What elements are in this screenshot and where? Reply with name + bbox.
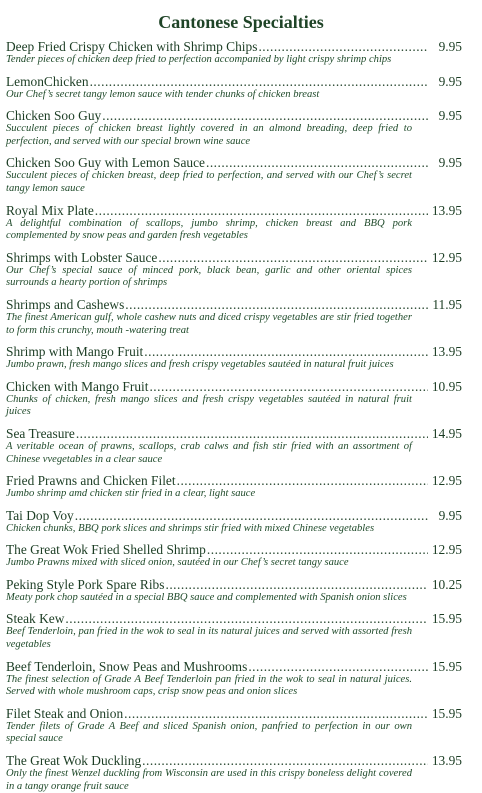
dot-leader (6, 425, 428, 442)
menu-item-description: Jumbo shrimp amd chicken stir fried in a clear, light sauce (6, 488, 256, 500)
menu-item-name-row (6, 154, 476, 171)
menu-item-price: 13.95 (431, 344, 462, 360)
menu-item-description: Tender filets of Grade A Beef and sliced Spanish onion, panfried to perfection in our own special sauce (6, 720, 412, 745)
menu-item-description: Meaty pork chop sautéed in a special BBQ sauce and complemented with Spanish onion slices (6, 591, 407, 603)
menu-item-price: 12.95 (431, 249, 462, 265)
menu-item (6, 576, 476, 605)
menu-item-name: Royal Mix Plate (6, 202, 94, 218)
menu-item-name: Chicken Soo Guy with Lemon Sauce (6, 155, 205, 171)
menu-item-name: The Great Wok Fried Shelled Shrimp (6, 542, 206, 558)
menu-item-price: 15.95 (431, 658, 462, 674)
dot-leader (6, 541, 428, 558)
dot-leader (6, 154, 428, 171)
menu-item-name: Deep Fried Crispy Chicken with Shrimp Chips (6, 39, 258, 54)
menu-item-description: The finest American gulf, whole cashew nuts and diced crispy vegetables are stir fried together to form this crunchy, mouth -watering treat (6, 311, 412, 336)
menu-item (6, 249, 476, 290)
menu-item-description: The finest selection of Grade A Beef Tenderloin pan fried in the wok to seal in natural juices. Served with whole mushroom caps, crisp snow peas and onion slices (6, 673, 412, 698)
menu-item-name: Steak Kew (6, 611, 65, 627)
menu-item-name-row (6, 507, 476, 524)
menu-item-description: Succulent pieces of chicken breast lightly covered in an almond breading, deep fried to perfection, and served with our special brown wine sauce (6, 123, 412, 147)
dot-leader (6, 576, 428, 593)
menu-item-description: Only the finest Wenzel duckling from Wisconsin are used in this crispy boneless delight covered in a tangy orange fruit sauce (6, 768, 412, 792)
menu-item-name: Tai Dop Voy (6, 507, 74, 523)
menu-item (6, 107, 476, 148)
menu-item-description: Beef Tenderloin, pan fried in the wok to seal in its natural juices and served with assorted fresh vegetables (6, 626, 412, 651)
menu-item (6, 202, 476, 243)
menu-item (6, 472, 476, 501)
menu-item-name-row (6, 576, 476, 593)
menu-item-price: 13.95 (431, 202, 462, 218)
menu-item-name-row (6, 202, 476, 219)
dot-leader (6, 752, 428, 769)
menu-item-name: Shrimp with Mango Fruit (6, 344, 144, 360)
menu-item-name-row (6, 296, 476, 313)
menu-item-name: Chicken with Mango Fruit (6, 378, 149, 394)
menu-item-name-row (6, 38, 476, 55)
menu-item (6, 541, 476, 570)
dot-leader (6, 610, 428, 627)
menu-item-name-row (6, 658, 476, 675)
dot-leader (6, 38, 428, 55)
menu-item (6, 378, 476, 419)
menu-item-price: 9.95 (438, 73, 462, 89)
menu-item-description: Jumbo prawn, fresh mango slices and fresh crispy vegetables sautéed in natural fruit juices (6, 359, 394, 371)
menu-item-name: Filet Steak and Onion (6, 705, 124, 721)
menu-item-name-row (6, 249, 476, 266)
menu-item (6, 73, 476, 102)
menu-item-description: Tender pieces of chicken deep fried to perfection accompanied by light crispy shrimp chips (6, 54, 392, 65)
menu-item-price: 9.95 (438, 39, 462, 54)
menu-item (6, 507, 476, 536)
menu-item-name-row (6, 541, 476, 558)
menu-item-price: 14.95 (431, 425, 462, 441)
dot-leader (6, 249, 428, 266)
menu-item-name: LemonChicken (6, 73, 89, 89)
menu-item-price: 9.95 (438, 507, 462, 523)
menu-item-price: 9.95 (438, 108, 462, 124)
menu-item (6, 752, 476, 793)
menu-item-name-row (6, 705, 476, 722)
menu-item-description: Succulent pieces of chicken breast, deep fried to perfection, and served with our Chef’s secret tangy lemon sauce (6, 170, 412, 194)
dot-leader (6, 705, 428, 722)
menu-item-price: 15.95 (431, 611, 462, 627)
dot-leader (6, 343, 428, 360)
menu-item-name: Peking Style Pork Spare Ribs (6, 576, 165, 592)
menu-item-price: 11.95 (432, 296, 462, 312)
menu-item-description: Our Chef’s special sauce of minced pork, black bean, garlic and other oriental spices surrounds a hearty portion of shrimps (6, 264, 412, 289)
menu-item-price: 15.95 (431, 705, 462, 721)
menu-item-price: 13.95 (431, 753, 462, 769)
menu-item (6, 343, 476, 372)
menu-item-name-row (6, 378, 476, 395)
menu-item (6, 296, 476, 337)
menu-item (6, 705, 476, 746)
menu-items-list (6, 38, 476, 793)
dot-leader (6, 296, 428, 313)
menu-item-description: Jumbo Prawns mixed with sliced onion, sautéed in our Chef’s secret tangy sauce (6, 557, 349, 569)
dot-leader (6, 202, 428, 219)
menu-item (6, 38, 476, 67)
menu-item-name: Beef Tenderloin, Snow Peas and Mushrooms (6, 658, 248, 674)
menu-item-price: 9.95 (438, 155, 462, 171)
menu-item (6, 610, 476, 651)
dot-leader (6, 73, 428, 90)
dot-leader (6, 107, 428, 124)
dot-leader (6, 507, 428, 524)
menu-item (6, 658, 476, 699)
dot-leader (6, 658, 428, 675)
menu-item-name: The Great Wok Duckling (6, 753, 142, 769)
menu-item-description: Chunks of chicken, fresh mango slices and fresh crispy vegetables sautéed in natural fruit juices (6, 393, 412, 418)
menu-item (6, 425, 476, 466)
dot-leader (6, 472, 428, 489)
menu-item-name-row (6, 107, 476, 124)
menu-item-description: Chicken chunks, BBQ pork slices and shrimps stir fried with mixed Chinese vegetables (6, 522, 375, 534)
menu-item-name: Shrimps and Cashews (6, 296, 125, 312)
menu-section-title: Cantonese Specialties (158, 12, 324, 32)
menu-item (6, 154, 476, 195)
menu-item-name-row (6, 610, 476, 627)
menu-item-name: Chicken Soo Guy (6, 108, 102, 124)
dot-leader (6, 378, 428, 395)
menu-item-name: Sea Treasure (6, 425, 75, 441)
menu-item-description: A veritable ocean of prawns, scallops, crab calws and fish stir fried with an assortment of Chinese vvegetables in a clear sauce (6, 440, 412, 465)
menu-item-name: Fried Prawns and Chicken Filet (6, 473, 176, 489)
menu-item-description: A delightful combination of scallops, jumbo shrimp, chicken breast and BBQ pork complemented by snow peas and garden fresh vegetables (6, 217, 412, 242)
menu-item-price: 12.95 (431, 473, 462, 489)
menu-item-name-row (6, 752, 476, 769)
menu-item-price: 12.95 (431, 542, 462, 558)
menu-item-name: Shrimps with Lobster Sauce (6, 249, 158, 265)
menu-item-name-row (6, 73, 476, 90)
menu-item-name-row (6, 425, 476, 442)
menu-item-name-row (6, 343, 476, 360)
menu-item-price: 10.25 (431, 576, 462, 592)
menu-item-description: Our Chef’s secret tangy lemon sauce with tender chunks of chicken breast (6, 88, 320, 100)
menu-item-price: 10.95 (431, 378, 462, 394)
menu-item-name-row (6, 472, 476, 489)
